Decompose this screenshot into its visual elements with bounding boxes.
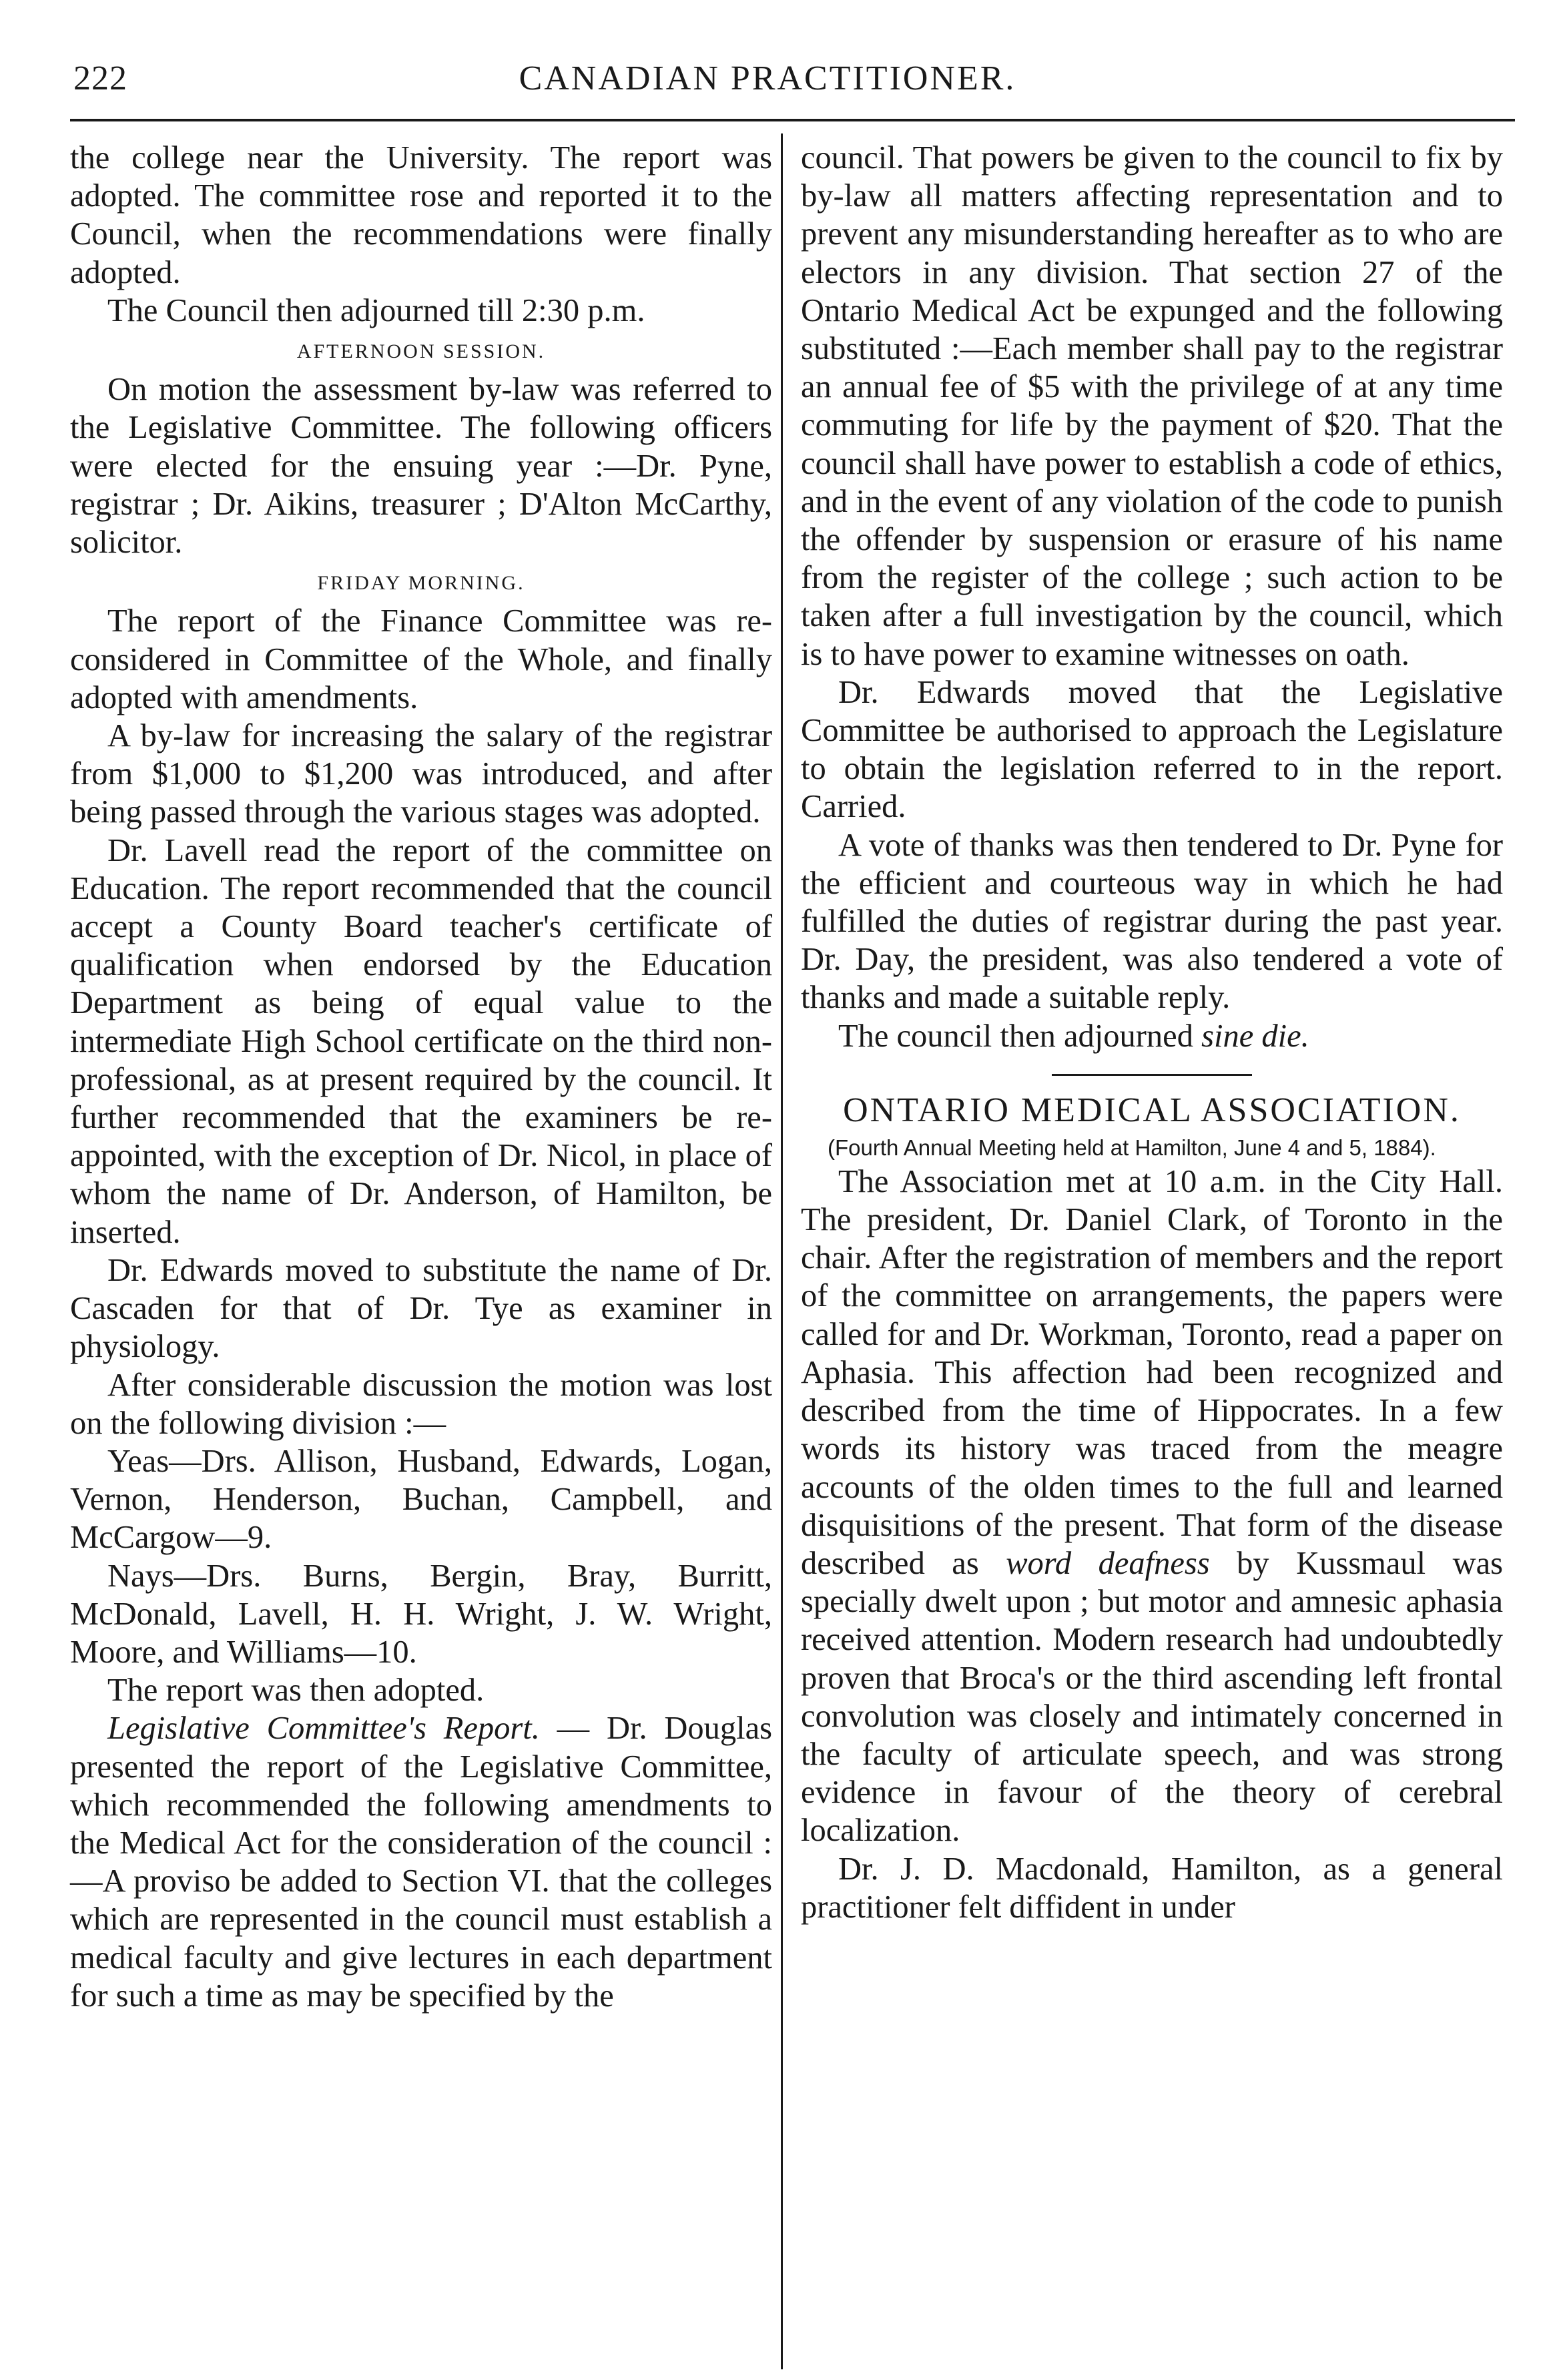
paragraph: The Council then adjourned till 2:30 p.m. (107, 292, 645, 328)
text-run: by Kussmaul was specially dwelt upon ; but motor and amnesic aphasia received attention. Modern research had undoubtedly proven that Broca's or the third ascending left frontal convolution was closely and intimately concerned in the faculty of articulate speech, and was strong evidence in favour of the theory of cerebral localization. (801, 1545, 1504, 1849)
paragraph: A vote of thanks was then tendered to Dr. Pyne for the efficient and courteous way in which he had fulfilled the duties of registrar during the past year. Dr. Day, the president, was also tendered a vote of thanks and made a suitable reply. (801, 827, 1503, 1016)
section-rule (1052, 1074, 1252, 1076)
paragraph (801, 1017, 1503, 1055)
paragraph: the college near the University. The report was adopted. The committee rose and reported it to the Council, when the recommendations were finally adopted. (70, 140, 772, 290)
italic-run: word deafness (1006, 1545, 1210, 1581)
journal-title: CANADIAN PRACTITIONER. (519, 59, 1016, 97)
paragraph: Dr. Edwards moved that the Legislative Committee be authorised to approach the Legislature to obtain the legislation referred to in the report. Carried. (801, 674, 1503, 825)
text-run: — Dr. Douglas presented the report of the Legislative Committee, which recommended the following amendments to the Medical Act for the consideration of the council :—A proviso be added to Section VI. that the colleges which are represented in the council must establish a medical faculty and give lectures in each department for such a time as may be specified by the (70, 1711, 773, 2014)
article-subtitle: (Fourth Annual Meeting held at Hamilton, June 4 and 5, 1884). (828, 1135, 1436, 1160)
paragraph: On motion the assessment by-law was referred to the Legislative Committee. The following officers were elected for the ensuing year :—Dr. Pyne, registrar ; Dr. Aikins, treasurer ; D'Alton McCarthy, solicitor. (70, 372, 772, 561)
paragraph: After considerable discussion the motion was lost on the following division :— (70, 1367, 772, 1441)
paragraph: Yeas—Drs. Allison, Husband, Edwards, Logan, Vernon, Henderson, Buchan, Campbell, and McCargow—9. (70, 1443, 772, 1556)
article-title: ONTARIO MEDICAL ASSOCIATION. (843, 1091, 1461, 1129)
paragraph (801, 1163, 1503, 1850)
italic-run: sine die. (1201, 1018, 1309, 1054)
paragraph: The report of the Finance Committee was re-considered in Committee of the Whole, and finally adopted with amendments. (70, 603, 772, 715)
paragraph: The report was then adopted. (107, 1673, 485, 1709)
paragraph: Nays—Drs. Burns, Bergin, Bray, Burritt, McDonald, Lavell, H. H. Wright, J. W. Wright, Moore, and Williams—10. (70, 1558, 772, 1670)
paragraph: Dr. Edwards moved to substitute the name of Dr. Cascaden for that of Dr. Tye as examiner in physiology. (70, 1252, 772, 1365)
left-column (70, 139, 772, 2015)
paragraph: Dr. J. D. Macdonald, Hamilton, as a general practitioner felt diffident in under (801, 1851, 1503, 1925)
running-head (73, 59, 1462, 112)
section-heading-afternoon: AFTERNOON SESSION. (296, 340, 546, 363)
paragraph (70, 1709, 772, 2015)
page-number: 222 (73, 59, 127, 97)
section-heading-friday: FRIDAY MORNING. (317, 572, 525, 595)
text-run: The council then adjourned (838, 1018, 1202, 1054)
header-rule (70, 119, 1515, 121)
right-column (801, 139, 1503, 1926)
paragraph: council. That powers be given to the council to fix by by-law all matters affecting representation and to prevent any misunderstanding hereafter as to who are electors in any division. That section 27 of the Ontario Medical Act be expunged and the following substituted :—Each member shall pay to the registrar an annual fee of $5 with the privilege of at any time commuting for life by the payment of $20. That the council shall have power to establish a code of ethics, and in the event of any violation of the code to punish the offender by suspension or erasure of his name from the register of the college ; such action to be taken after a full investigation by the council, which is to have power to examine witnesses on oath. (801, 140, 1503, 672)
paragraph: Dr. Lavell read the report of the committee on Education. The report recommended that the council accept a County Board teacher's certificate of qualification when endorsed by the Education Department as being of equal value to the intermediate High School certificate on the third non-professional, as at present required by the council. It further recommended that the examiners be re-appointed, with the exception of Dr. Nicol, in place of whom the name of Dr. Anderson, of Hamilton, be inserted. (70, 832, 772, 1250)
paragraph: A by-law for increasing the salary of the registrar from $1,000 to $1,200 was introduced, and after being passed through the various stages was adopted. (70, 718, 772, 830)
column-divider (781, 133, 783, 2369)
italic-run: Legislative Committee's Report. (107, 1711, 540, 1747)
text-run: The Association met at 10 a.m. in the City Hall. The president, Dr. Daniel Clark, of Toronto in the chair. After the registration of members and the report of the committee on arrangements, the papers were called for and Dr. Workman, Toronto, read a paper on Aphasia. This affection had been recognized and described from the time of Hippocrates. In a few words its history was traced from the meagre accounts of the olden times to the full and learned disquisitions of the present. That form of the disease described as (801, 1163, 1503, 1581)
